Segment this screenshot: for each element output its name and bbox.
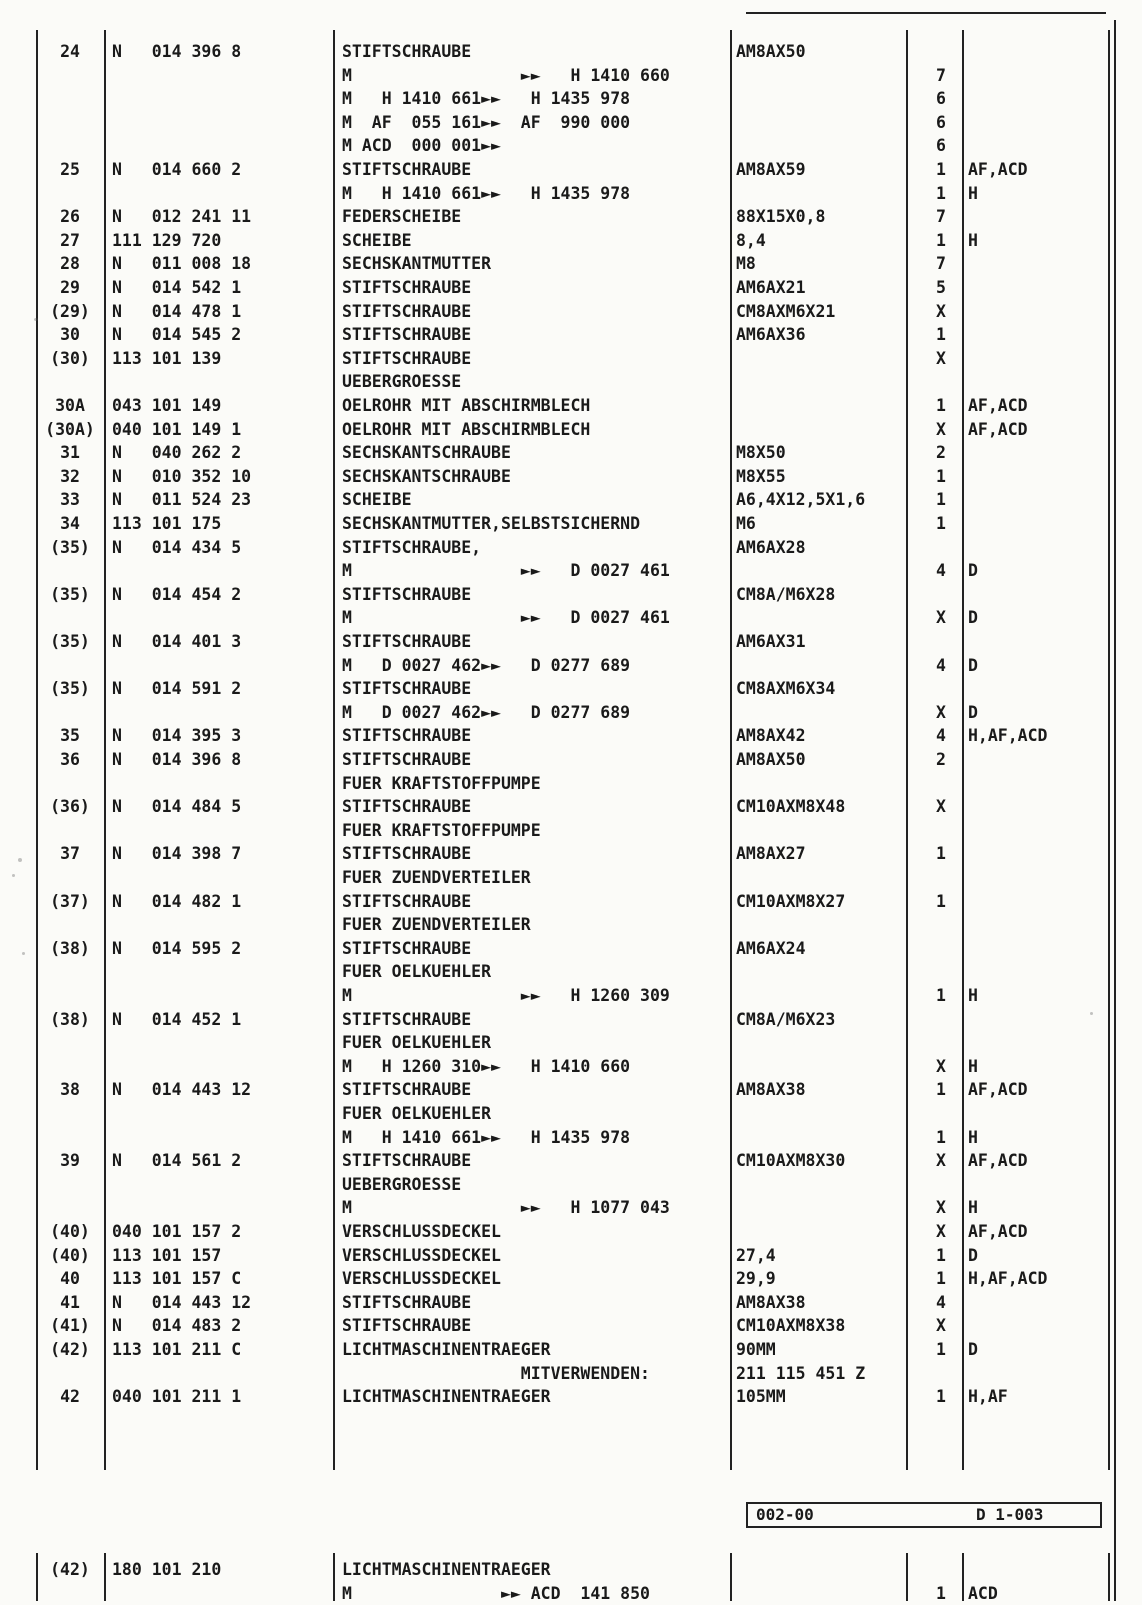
description: M AF 055 161►► AF 990 000 <box>342 112 631 132</box>
remark: H,AF,ACD <box>968 1269 1048 1289</box>
specification: A6,4X12,5X1,6 <box>736 490 866 510</box>
specification: 105MM <box>736 1387 786 1407</box>
specification: M6 <box>736 514 756 533</box>
description: STIFTSCHRAUBE <box>342 750 472 769</box>
quantity: 5 <box>936 278 946 297</box>
table-row <box>0 701 1142 725</box>
part-number: N 012 241 11 <box>112 207 252 227</box>
description: FUER ZUENDVERTEILER <box>342 915 531 935</box>
quantity: X <box>936 797 946 817</box>
table-row <box>0 819 1142 843</box>
part-number: N 010 352 10 <box>112 466 252 486</box>
table-row <box>0 606 1142 630</box>
position-number: (41) <box>50 1316 90 1336</box>
part-number: N 014 545 2 <box>112 325 242 345</box>
part-number: N 014 443 12 <box>112 1080 252 1100</box>
remark: AF,ACD <box>968 396 1028 415</box>
description: STIFTSCHRAUBE <box>342 891 472 911</box>
description: STIFTSCHRAUBE <box>342 1080 472 1100</box>
quantity: 7 <box>936 65 946 85</box>
description: STIFTSCHRAUBE <box>342 301 472 321</box>
part-number: 113 101 157 <box>112 1245 222 1265</box>
description: STIFTSCHRAUBE <box>342 1009 472 1029</box>
position-number: 34 <box>60 514 80 533</box>
specification: CM10AXM8X38 <box>736 1316 846 1336</box>
table-row <box>0 842 1142 866</box>
specification: CM10AXM8X48 <box>736 797 846 817</box>
section-code: 002-00 <box>756 1505 814 1524</box>
description: STIFTSCHRAUBE <box>342 584 472 604</box>
position-number: (38) <box>50 938 90 958</box>
table-row <box>0 1055 1142 1079</box>
table-row <box>0 937 1142 961</box>
part-number: N 014 398 7 <box>112 844 242 864</box>
table-row <box>0 1314 1142 1338</box>
table-row <box>0 64 1142 88</box>
description: VERSCHLUSSDECKEL <box>342 1245 501 1265</box>
remark: H,AF <box>968 1387 1008 1407</box>
position-number: 36 <box>60 750 80 769</box>
remark: ACD <box>968 1583 998 1603</box>
page-code: D 1-003 <box>976 1505 1044 1524</box>
table-row <box>0 1338 1142 1362</box>
description: FUER OELKUEHLER <box>342 1104 492 1123</box>
position-number: 30A <box>55 396 85 415</box>
position-number: 25 <box>60 160 80 179</box>
quantity: 1 <box>936 490 946 510</box>
remark: H <box>968 1198 978 1218</box>
table-row <box>0 347 1142 371</box>
quantity: 6 <box>936 136 946 156</box>
table-row <box>0 654 1142 678</box>
table-row <box>0 1102 1142 1126</box>
quantity: 1 <box>936 844 946 864</box>
part-number: N 014 478 1 <box>112 301 242 321</box>
part-number: N 011 008 18 <box>112 254 252 274</box>
description: SECHSKANTSCHRAUBE <box>342 466 511 486</box>
remark: H <box>968 230 978 250</box>
table-row <box>0 1196 1142 1220</box>
table-row <box>0 890 1142 914</box>
description: FUER KRAFTSTOFFPUMPE <box>342 773 541 793</box>
description: STIFTSCHRAUBE <box>342 1316 472 1336</box>
specification: 27,4 <box>736 1245 776 1265</box>
quantity: 1 <box>936 1245 946 1265</box>
specification: 29,9 <box>736 1269 776 1289</box>
quantity: 2 <box>936 443 946 463</box>
table-row <box>0 158 1142 182</box>
description: LICHTMASCHINENTRAEGER <box>342 1387 551 1407</box>
position-number: (37) <box>50 891 90 911</box>
quantity: 1 <box>936 986 946 1005</box>
description: LICHTMASCHINENTRAEGER <box>342 1560 551 1579</box>
part-number: 113 101 211 C <box>112 1340 242 1359</box>
header-rule <box>746 12 1106 14</box>
table-row <box>0 418 1142 442</box>
table-row <box>0 276 1142 300</box>
description: VERSCHLUSSDECKEL <box>342 1269 501 1289</box>
position-number: 30 <box>60 325 80 345</box>
position-number: 41 <box>60 1292 80 1312</box>
part-number: 040 101 157 2 <box>112 1222 242 1241</box>
table-row <box>0 960 1142 984</box>
remark: D <box>968 561 978 581</box>
table-row <box>0 583 1142 607</box>
part-number: 040 101 149 1 <box>112 419 242 439</box>
remark: AF,ACD <box>968 1222 1028 1241</box>
quantity: 1 <box>936 160 946 179</box>
description: M H 1260 310►► H 1410 660 <box>342 1056 631 1076</box>
position-number: 42 <box>60 1387 80 1407</box>
quantity: X <box>936 1056 946 1076</box>
quantity: 2 <box>936 750 946 769</box>
part-number: N 014 561 2 <box>112 1151 242 1171</box>
position-number: 38 <box>60 1080 80 1100</box>
specification: AM8AX38 <box>736 1080 806 1100</box>
quantity: 1 <box>936 1269 946 1289</box>
description: STIFTSCHRAUBE <box>342 938 472 958</box>
position-number: 33 <box>60 490 80 510</box>
specification: CM8AXM6X34 <box>736 679 836 699</box>
position-number: 32 <box>60 466 80 486</box>
description: FUER KRAFTSTOFFPUMPE <box>342 820 541 840</box>
table-row <box>0 1126 1142 1150</box>
part-number: 111 129 720 <box>112 230 222 250</box>
quantity: X <box>936 702 946 722</box>
specification: 211 115 451 Z <box>736 1363 866 1383</box>
specification: AM6AX31 <box>736 632 806 651</box>
remark: H <box>968 986 978 1005</box>
description: OELROHR MIT ABSCHIRMBLECH <box>342 396 591 415</box>
quantity: 1 <box>936 325 946 345</box>
specification: 88X15X0,8 <box>736 207 826 227</box>
position-number: (30A) <box>45 419 95 439</box>
table-row <box>0 1267 1142 1291</box>
part-number: N 014 660 2 <box>112 160 242 179</box>
part-number: 043 101 149 <box>112 396 222 415</box>
remark: H <box>968 183 978 203</box>
description: M H 1410 661►► H 1435 978 <box>342 183 631 203</box>
part-number: N 040 262 2 <box>112 443 242 463</box>
table-row <box>0 1008 1142 1032</box>
part-number: N 014 591 2 <box>112 679 242 699</box>
table-row <box>0 724 1142 748</box>
table-row <box>0 87 1142 111</box>
description: SCHEIBE <box>342 230 412 250</box>
specification: CM8A/M6X23 <box>736 1009 836 1029</box>
part-number: N 014 443 12 <box>112 1292 252 1312</box>
table-row <box>0 488 1142 512</box>
specification: CM8AXM6X21 <box>736 301 836 321</box>
table-row <box>0 1173 1142 1197</box>
table-row <box>0 229 1142 253</box>
position-number: 40 <box>60 1269 80 1289</box>
quantity: 1 <box>936 230 946 250</box>
remark: AF,ACD <box>968 1080 1028 1100</box>
description: LICHTMASCHINENTRAEGER <box>342 1340 551 1359</box>
description: M D 0027 462►► D 0277 689 <box>342 655 631 675</box>
quantity: 1 <box>936 466 946 486</box>
quantity: 4 <box>936 1292 946 1312</box>
table-row <box>0 512 1142 536</box>
quantity: X <box>936 1316 946 1336</box>
part-number: 113 101 157 C <box>112 1269 242 1289</box>
quantity: X <box>936 1222 946 1241</box>
description: STIFTSCHRAUBE <box>342 278 472 297</box>
description: M ACD 000 001►► <box>342 136 501 156</box>
part-number: 040 101 211 1 <box>112 1387 242 1407</box>
table-row <box>0 559 1142 583</box>
description: STIFTSCHRAUBE <box>342 632 472 651</box>
position-number: (35) <box>50 632 90 651</box>
specification: AM6AX36 <box>736 325 806 345</box>
description: FEDERSCHEIBE <box>342 207 462 227</box>
quantity: 1 <box>936 396 946 415</box>
part-number: 113 101 175 <box>112 514 222 533</box>
position-number: (29) <box>50 301 90 321</box>
part-number: N 014 483 2 <box>112 1316 242 1336</box>
specification: M8X50 <box>736 443 786 463</box>
position-number: 26 <box>60 207 80 227</box>
description: M H 1410 661►► H 1435 978 <box>342 1127 631 1147</box>
description: UEBERGROESSE <box>342 1174 462 1194</box>
position-number: (40) <box>50 1222 90 1241</box>
table-row <box>0 795 1142 819</box>
table-row <box>0 1291 1142 1315</box>
table-row <box>0 1385 1142 1409</box>
part-number: N 014 595 2 <box>112 938 242 958</box>
quantity: 1 <box>936 1387 946 1407</box>
position-number: (38) <box>50 1009 90 1029</box>
remark: AF,ACD <box>968 1151 1028 1171</box>
table-row <box>0 1362 1142 1386</box>
specification: AM8AX50 <box>736 750 806 769</box>
table-row <box>0 1031 1142 1055</box>
scan-speck <box>18 858 22 862</box>
description: SCHEIBE <box>342 490 412 510</box>
description: STIFTSCHRAUBE <box>342 160 472 179</box>
description: STIFTSCHRAUBE <box>342 325 472 345</box>
description: M ►► H 1077 043 <box>342 1198 670 1218</box>
description: M ►► D 0027 461 <box>342 608 670 628</box>
table-row <box>0 1582 1142 1605</box>
description: FUER OELKUEHLER <box>342 1033 492 1053</box>
remark: H,AF,ACD <box>968 726 1048 746</box>
quantity: 1 <box>936 1080 946 1100</box>
part-number: 113 101 139 <box>112 348 222 368</box>
specification: CM10AXM8X27 <box>736 891 846 911</box>
remark: D <box>968 1245 978 1265</box>
part-number: N 014 396 8 <box>112 750 242 769</box>
table-row <box>0 677 1142 701</box>
quantity: 1 <box>936 183 946 203</box>
table-row <box>0 748 1142 772</box>
part-number: N 014 454 2 <box>112 584 242 604</box>
description: M ►► H 1260 309 <box>342 986 670 1005</box>
description: M ►► H 1410 660 <box>342 65 670 85</box>
quantity: 1 <box>936 891 946 911</box>
table-row <box>0 772 1142 796</box>
table-row <box>0 40 1142 64</box>
remark: AF,ACD <box>968 160 1028 179</box>
quantity: 7 <box>936 207 946 227</box>
table-row <box>0 111 1142 135</box>
table-row <box>0 182 1142 206</box>
description: M ►► D 0027 461 <box>342 561 670 581</box>
description: STIFTSCHRAUBE <box>342 844 472 864</box>
position-number: 28 <box>60 254 80 274</box>
specification: AM8AX38 <box>736 1292 806 1312</box>
part-number: N 014 401 3 <box>112 632 242 651</box>
part-number: N 014 542 1 <box>112 278 242 297</box>
position-number: (40) <box>50 1245 90 1265</box>
description: SECHSKANTMUTTER <box>342 254 492 274</box>
position-number: (36) <box>50 797 90 817</box>
specification: AM8AX27 <box>736 844 806 864</box>
quantity: 1 <box>936 1583 946 1603</box>
part-number: N 011 524 23 <box>112 490 252 510</box>
specification: 8,4 <box>736 230 766 250</box>
table-row <box>0 252 1142 276</box>
specification: CM10AXM8X30 <box>736 1151 846 1171</box>
scan-speck <box>34 318 38 321</box>
table-row <box>0 205 1142 229</box>
specification: AM6AX24 <box>736 938 806 958</box>
part-number: N 014 482 1 <box>112 891 242 911</box>
description: VERSCHLUSSDECKEL <box>342 1222 501 1241</box>
part-number: 180 101 210 <box>112 1560 222 1579</box>
description: STIFTSCHRAUBE <box>342 726 472 746</box>
description: SECHSKANTSCHRAUBE <box>342 443 511 463</box>
description: M H 1410 661►► H 1435 978 <box>342 89 631 109</box>
position-number: 27 <box>60 230 80 250</box>
specification: AM8AX50 <box>736 42 806 61</box>
description: FUER ZUENDVERTEILER <box>342 868 531 887</box>
position-number: 24 <box>60 42 80 61</box>
description: STIFTSCHRAUBE <box>342 1151 472 1171</box>
specification: AM6AX28 <box>736 537 806 557</box>
table-row <box>0 394 1142 418</box>
description: STIFTSCHRAUBE <box>342 42 472 61</box>
quantity: 1 <box>936 514 946 533</box>
remark: D <box>968 1340 978 1359</box>
description: FUER OELKUEHLER <box>342 962 492 982</box>
quantity: 7 <box>936 254 946 274</box>
position-number: 29 <box>60 278 80 297</box>
quantity: 6 <box>936 112 946 132</box>
table-row <box>0 370 1142 394</box>
description: STIFTSCHRAUBE, <box>342 537 482 557</box>
position-number: 31 <box>60 443 80 463</box>
quantity: 4 <box>936 655 946 675</box>
scan-speck <box>1090 1012 1093 1015</box>
remark: D <box>968 655 978 675</box>
table-row <box>0 441 1142 465</box>
quantity: X <box>936 419 946 439</box>
part-number: N 014 484 5 <box>112 797 242 817</box>
position-number: (35) <box>50 584 90 604</box>
table-row <box>0 134 1142 158</box>
quantity: 1 <box>936 1340 946 1359</box>
table-row <box>0 1244 1142 1268</box>
remark: D <box>968 608 978 628</box>
quantity: X <box>936 348 946 368</box>
description: SECHSKANTMUTTER,SELBSTSICHERND <box>342 514 641 533</box>
table-row <box>0 465 1142 489</box>
part-number: N 014 434 5 <box>112 537 242 557</box>
quantity: 4 <box>936 561 946 581</box>
remark: H <box>968 1127 978 1147</box>
specification: M8 <box>736 254 756 274</box>
position-number: 35 <box>60 726 80 746</box>
specification: 90MM <box>736 1340 776 1359</box>
part-number: N 014 452 1 <box>112 1009 242 1029</box>
description: STIFTSCHRAUBE <box>342 679 472 699</box>
quantity: X <box>936 608 946 628</box>
description: OELROHR MIT ABSCHIRMBLECH <box>342 419 591 439</box>
quantity: 4 <box>936 726 946 746</box>
table-row <box>0 1078 1142 1102</box>
description: M ►► ACD 141 850 <box>342 1583 650 1603</box>
position-number: (42) <box>50 1560 90 1579</box>
quantity: X <box>936 301 946 321</box>
description: UEBERGROESSE <box>342 372 462 392</box>
table-row <box>0 323 1142 347</box>
part-number: N 014 396 8 <box>112 42 242 61</box>
position-number: (30) <box>50 348 90 368</box>
part-number: N 014 395 3 <box>112 726 242 746</box>
table-row <box>0 630 1142 654</box>
position-number: (35) <box>50 537 90 557</box>
description: STIFTSCHRAUBE <box>342 348 472 368</box>
table-row <box>0 984 1142 1008</box>
description: M D 0027 462►► D 0277 689 <box>342 702 631 722</box>
specification: AM6AX21 <box>736 278 806 297</box>
remark: D <box>968 702 978 722</box>
position-number: 39 <box>60 1151 80 1171</box>
specification: AM8AX59 <box>736 160 806 179</box>
quantity: 1 <box>936 1127 946 1147</box>
scan-speck <box>12 874 15 877</box>
table-row <box>0 913 1142 937</box>
position-number: (42) <box>50 1340 90 1359</box>
remark: AF,ACD <box>968 419 1028 439</box>
table-row <box>0 1220 1142 1244</box>
position-number: 37 <box>60 844 80 864</box>
remark: H <box>968 1056 978 1076</box>
quantity: X <box>936 1151 946 1171</box>
specification: CM8A/M6X28 <box>736 584 836 604</box>
position-number: (35) <box>50 679 90 699</box>
table-row <box>0 536 1142 560</box>
table-row <box>0 866 1142 890</box>
quantity: X <box>936 1198 946 1218</box>
page-reference-box <box>746 1502 1102 1528</box>
specification: M8X55 <box>736 466 786 486</box>
table-row <box>0 300 1142 324</box>
quantity: 6 <box>936 89 946 109</box>
scan-speck <box>22 952 25 955</box>
description: MITVERWENDEN: <box>342 1363 650 1383</box>
specification: AM8AX42 <box>736 726 806 746</box>
table-row <box>0 1149 1142 1173</box>
description: STIFTSCHRAUBE <box>342 797 472 817</box>
table-row <box>0 1558 1142 1582</box>
description: STIFTSCHRAUBE <box>342 1292 472 1312</box>
